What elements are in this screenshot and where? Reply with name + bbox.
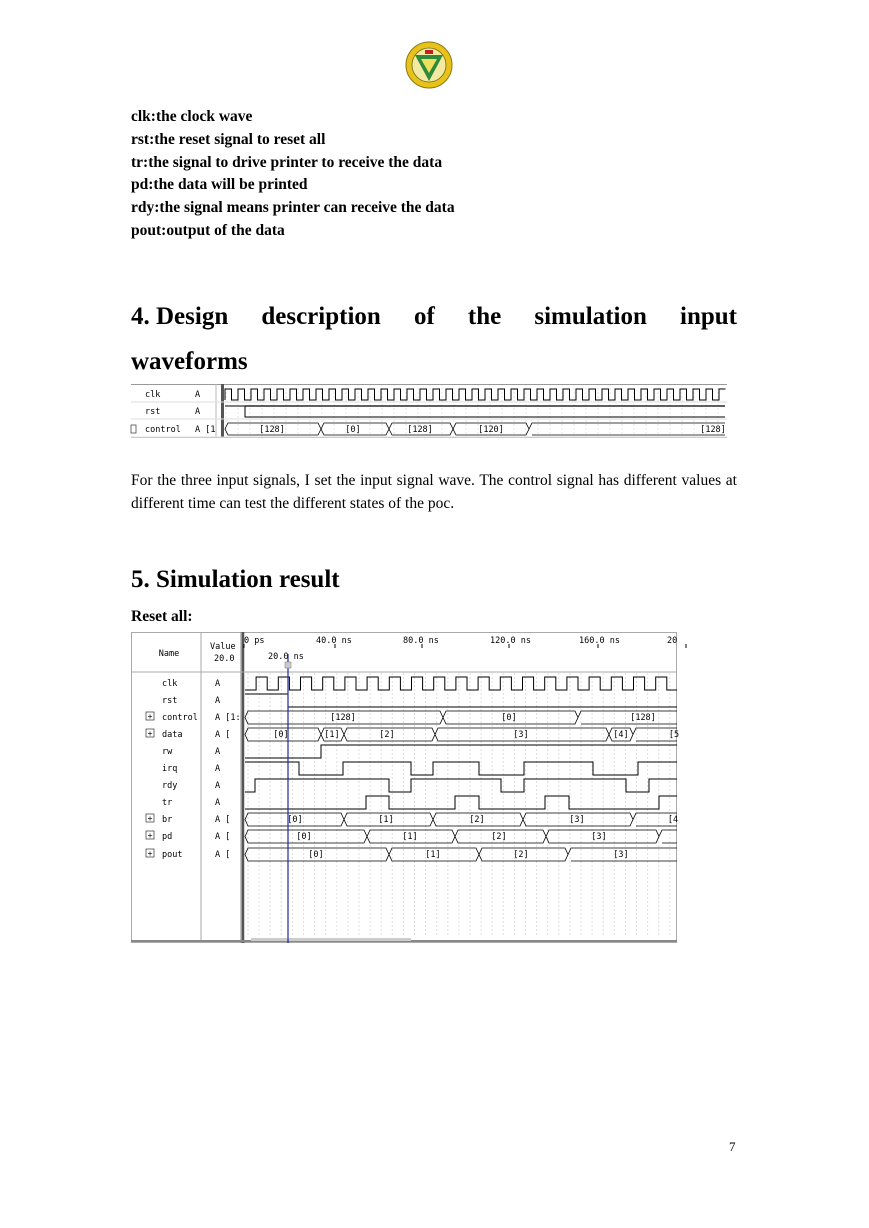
- data-bus-label: [1]: [324, 730, 340, 740]
- heading-line-2: waveforms: [131, 348, 248, 375]
- signal-name: br: [162, 815, 173, 825]
- signal-name: clk: [162, 679, 178, 689]
- signal-name: rw: [162, 747, 173, 757]
- definition-line: pd:the data will be printed: [131, 176, 308, 194]
- control-bus-label: [0]: [345, 425, 361, 435]
- data-bus-label: [4]: [613, 730, 629, 740]
- signal-value: A [1:: [215, 713, 241, 723]
- br-bus-label: [1]: [378, 815, 394, 825]
- university-seal-logo: [405, 41, 453, 89]
- br-bus-label: [3]: [569, 815, 585, 825]
- heading-word: the: [467, 303, 502, 330]
- signal-name: control: [162, 713, 198, 723]
- signal-name: rdy: [162, 781, 178, 791]
- pout-bus-label: [0]: [308, 850, 324, 860]
- section-5-heading: 5. Simulation result: [131, 566, 340, 593]
- signal-value: A [: [215, 815, 231, 825]
- heading-word: of: [413, 303, 435, 330]
- signal-name: clk: [145, 390, 161, 400]
- signal-name: tr: [162, 798, 173, 808]
- heading-word: simulation: [534, 303, 647, 330]
- signal-name: data: [162, 730, 183, 740]
- value-header: Value: [210, 642, 236, 652]
- expand-icon: [131, 425, 136, 433]
- time-mark-label: 40.0 ns: [316, 636, 352, 646]
- br-bus-label: [4: [667, 815, 679, 825]
- br-bus-label: [0]: [287, 815, 303, 825]
- signal-definitions: [131, 106, 455, 243]
- definition-line: rst:the reset signal to reset all: [131, 130, 326, 148]
- pd-bus-label: [2]: [491, 832, 507, 842]
- pd-bus-label: [1]: [402, 832, 418, 842]
- heading-word: description: [261, 303, 381, 330]
- signal-name: control: [145, 425, 181, 435]
- definition-line: pout:output of the data: [131, 221, 285, 239]
- time-mark-label: 0 ps: [244, 636, 265, 646]
- definition-line: tr:the signal to drive printer to receive the data: [131, 153, 443, 171]
- section-number: 4.: [131, 303, 150, 330]
- body-paragraph: For the three input signals, I set the input signal wave. The control signal has different values at different time can test the different states of the poc.: [131, 472, 737, 512]
- expand-plus: +: [147, 712, 153, 721]
- signal-value: A: [215, 696, 221, 706]
- signal-name: pd: [162, 832, 173, 842]
- section-4-heading: [131, 294, 737, 384]
- data-bus-label: [3]: [513, 730, 529, 740]
- input-waveform-figure: [131, 384, 727, 438]
- heading-word: Design: [156, 303, 229, 330]
- value-subheader: 20.0: [214, 654, 235, 664]
- cursor-label: 20.0 ns: [268, 652, 304, 662]
- signal-value: A: [195, 407, 201, 417]
- simulation-waveform-figure: [131, 632, 680, 943]
- pout-bus-label: [1]: [425, 850, 441, 860]
- definition-line: rdy:the signal means printer can receive the data: [131, 199, 455, 217]
- pout-bus-label: [2]: [513, 850, 529, 860]
- signal-value: A [: [215, 850, 231, 860]
- control-bus-label: [0]: [501, 713, 517, 723]
- data-bus-label: [0]: [273, 730, 289, 740]
- signal-name: pout: [162, 850, 183, 860]
- signal-value: A: [215, 679, 221, 689]
- time-mark-label: 160.0 ns: [579, 636, 620, 646]
- definition-line: clk:the clock wave: [131, 108, 253, 125]
- signal-value: A [1: [195, 425, 216, 435]
- signal-value: A: [215, 747, 221, 757]
- signal-value: A [: [215, 730, 231, 740]
- expand-plus: +: [147, 729, 153, 738]
- data-bus-label: [2]: [379, 730, 395, 740]
- signal-value: A: [195, 390, 201, 400]
- br-bus-label: [2]: [469, 815, 485, 825]
- signal-value: A: [215, 798, 221, 808]
- pd-bus-label: [3]: [591, 832, 607, 842]
- control-bus-label: [128]: [259, 425, 285, 435]
- pout-bus-label: [3]: [613, 850, 629, 860]
- page-number: 7: [729, 1139, 736, 1154]
- signal-value: A [: [215, 832, 231, 842]
- reset-all-label: Reset all:: [131, 608, 193, 625]
- time-mark-label: 80.0 ns: [403, 636, 439, 646]
- signal-name: irq: [162, 764, 178, 774]
- expand-plus: +: [147, 831, 153, 840]
- signal-value: A: [215, 764, 221, 774]
- signal-name: rst: [162, 696, 178, 706]
- pd-bus-label: [0]: [296, 832, 312, 842]
- control-bus-label: [120]: [478, 425, 504, 435]
- expand-plus: +: [147, 849, 153, 858]
- control-bus-label: [128]: [330, 713, 356, 723]
- data-bus-label: [5: [668, 730, 680, 740]
- control-bus-label: [128]: [700, 425, 726, 435]
- name-header: Name: [158, 649, 180, 659]
- time-mark-label: 20: [667, 636, 678, 646]
- control-bus-label: [128]: [630, 713, 656, 723]
- control-bus-label: [128]: [407, 425, 433, 435]
- expand-plus: +: [147, 814, 153, 823]
- time-mark-label: 120.0 ns: [490, 636, 531, 646]
- heading-word: input: [680, 303, 737, 330]
- signal-value: A: [215, 781, 221, 791]
- signal-name: rst: [145, 407, 161, 417]
